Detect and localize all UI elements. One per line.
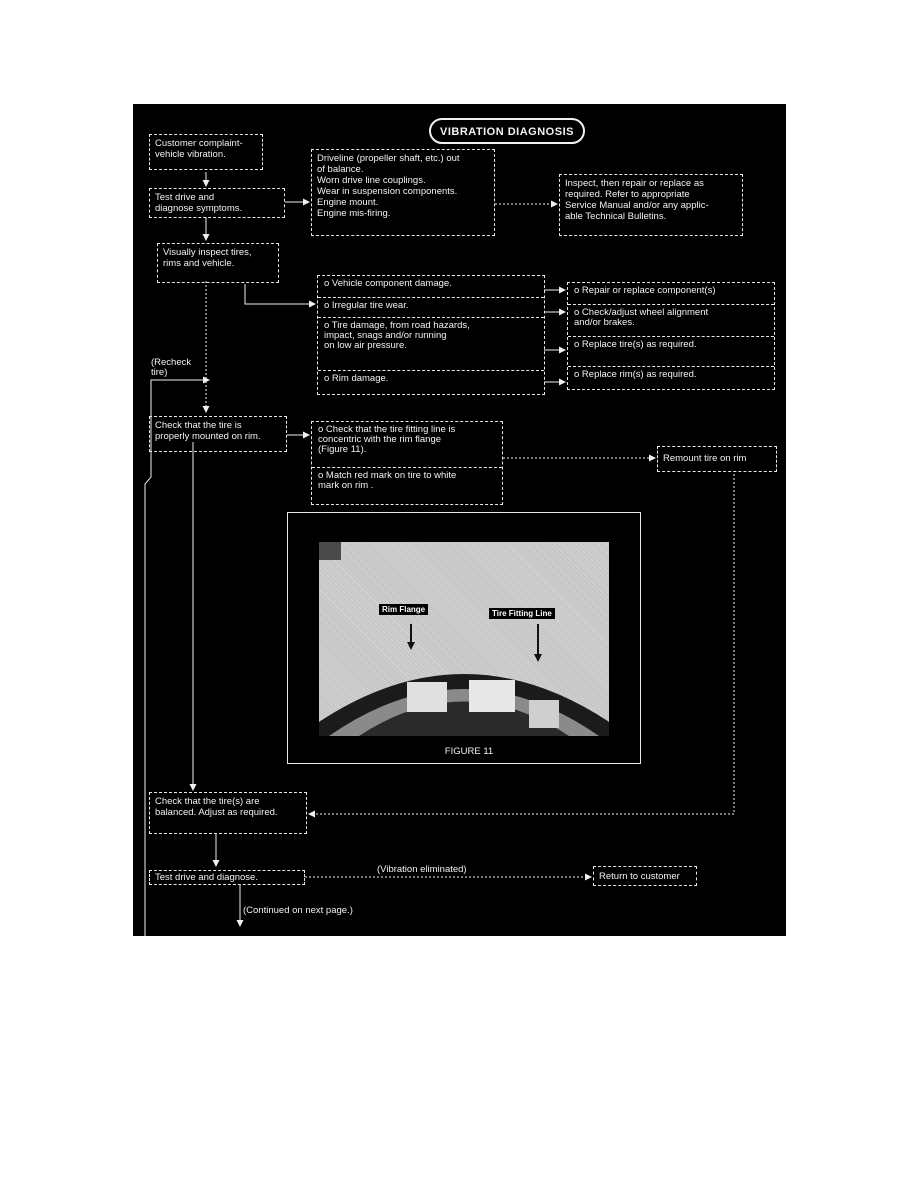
condition-item: o Irregular tire wear. (318, 298, 544, 318)
box-test-drive-diagnose: Test drive and diagnose. (149, 870, 305, 885)
action-item: o Check/adjust wheel alignment and/or brakes. (568, 305, 774, 337)
condition-item: o Tire damage, from road hazards, impact, snags and/or running on low air pressure. (318, 318, 544, 371)
box-remount: Remount tire on rim (657, 446, 777, 472)
box-driveline-causes: Driveline (propeller shaft, etc.) out of balance. Worn drive line couplings. Wear in suspension components. Engine mount. Engine mis-firing. (311, 149, 495, 236)
box-return-to-customer: Return to customer (593, 866, 697, 886)
figure-caption: FIGURE 11 (444, 746, 494, 757)
action-item: o Replace tire(s) as required. (568, 337, 774, 367)
arrow-visual-conditions (245, 284, 315, 304)
mount-check-item: o Check that the tire fitting line is concentric with the rim flange (Figure 11). (312, 422, 502, 468)
condition-item: o Vehicle component damage. (318, 276, 544, 298)
label-recheck-tire: (Recheck tire) (151, 357, 192, 378)
diagram-title: VIBRATION DIAGNOSIS (429, 118, 585, 144)
mount-check-item: o Match red mark on tire to white mark on rim . (318, 470, 457, 491)
box-test-drive: Test drive and diagnose symptoms. (149, 188, 285, 218)
conditions-list (317, 275, 545, 395)
box-inspect-repair: Inspect, then repair or replace as required. Refer to appropriate Service Manual and/or any applic- able Technical Bulletins. (559, 174, 743, 236)
action-item: o Repair or replace component(s) (568, 283, 774, 305)
arrow-recheck-loop (145, 380, 209, 936)
box-customer-complaint: Customer complaint- vehicle vibration. (149, 134, 263, 170)
box-check-balanced: Check that the tire(s) are balanced. Adjust as required. (149, 792, 307, 834)
box-visual-inspect: Visually inspect tires, rims and vehicle. (157, 243, 279, 283)
label-continued: (Continued on next page.) (243, 905, 353, 916)
actions-list (567, 282, 775, 390)
label-rim-flange: Rim Flange (379, 604, 428, 615)
diagram-panel (133, 104, 786, 936)
tire-rim-illustration (319, 542, 609, 736)
label-tire-fitting-line: Tire Fitting Line (489, 608, 555, 619)
action-item: o Replace rim(s) as required. (574, 369, 697, 380)
figure-11-photo (319, 542, 609, 736)
label-vibration-eliminated: (Vibration eliminated) (377, 864, 467, 875)
box-check-mounted: Check that the tire is properly mounted on rim. (149, 416, 287, 452)
mount-checks-list (311, 421, 503, 505)
condition-item: o Rim damage. (324, 373, 389, 384)
